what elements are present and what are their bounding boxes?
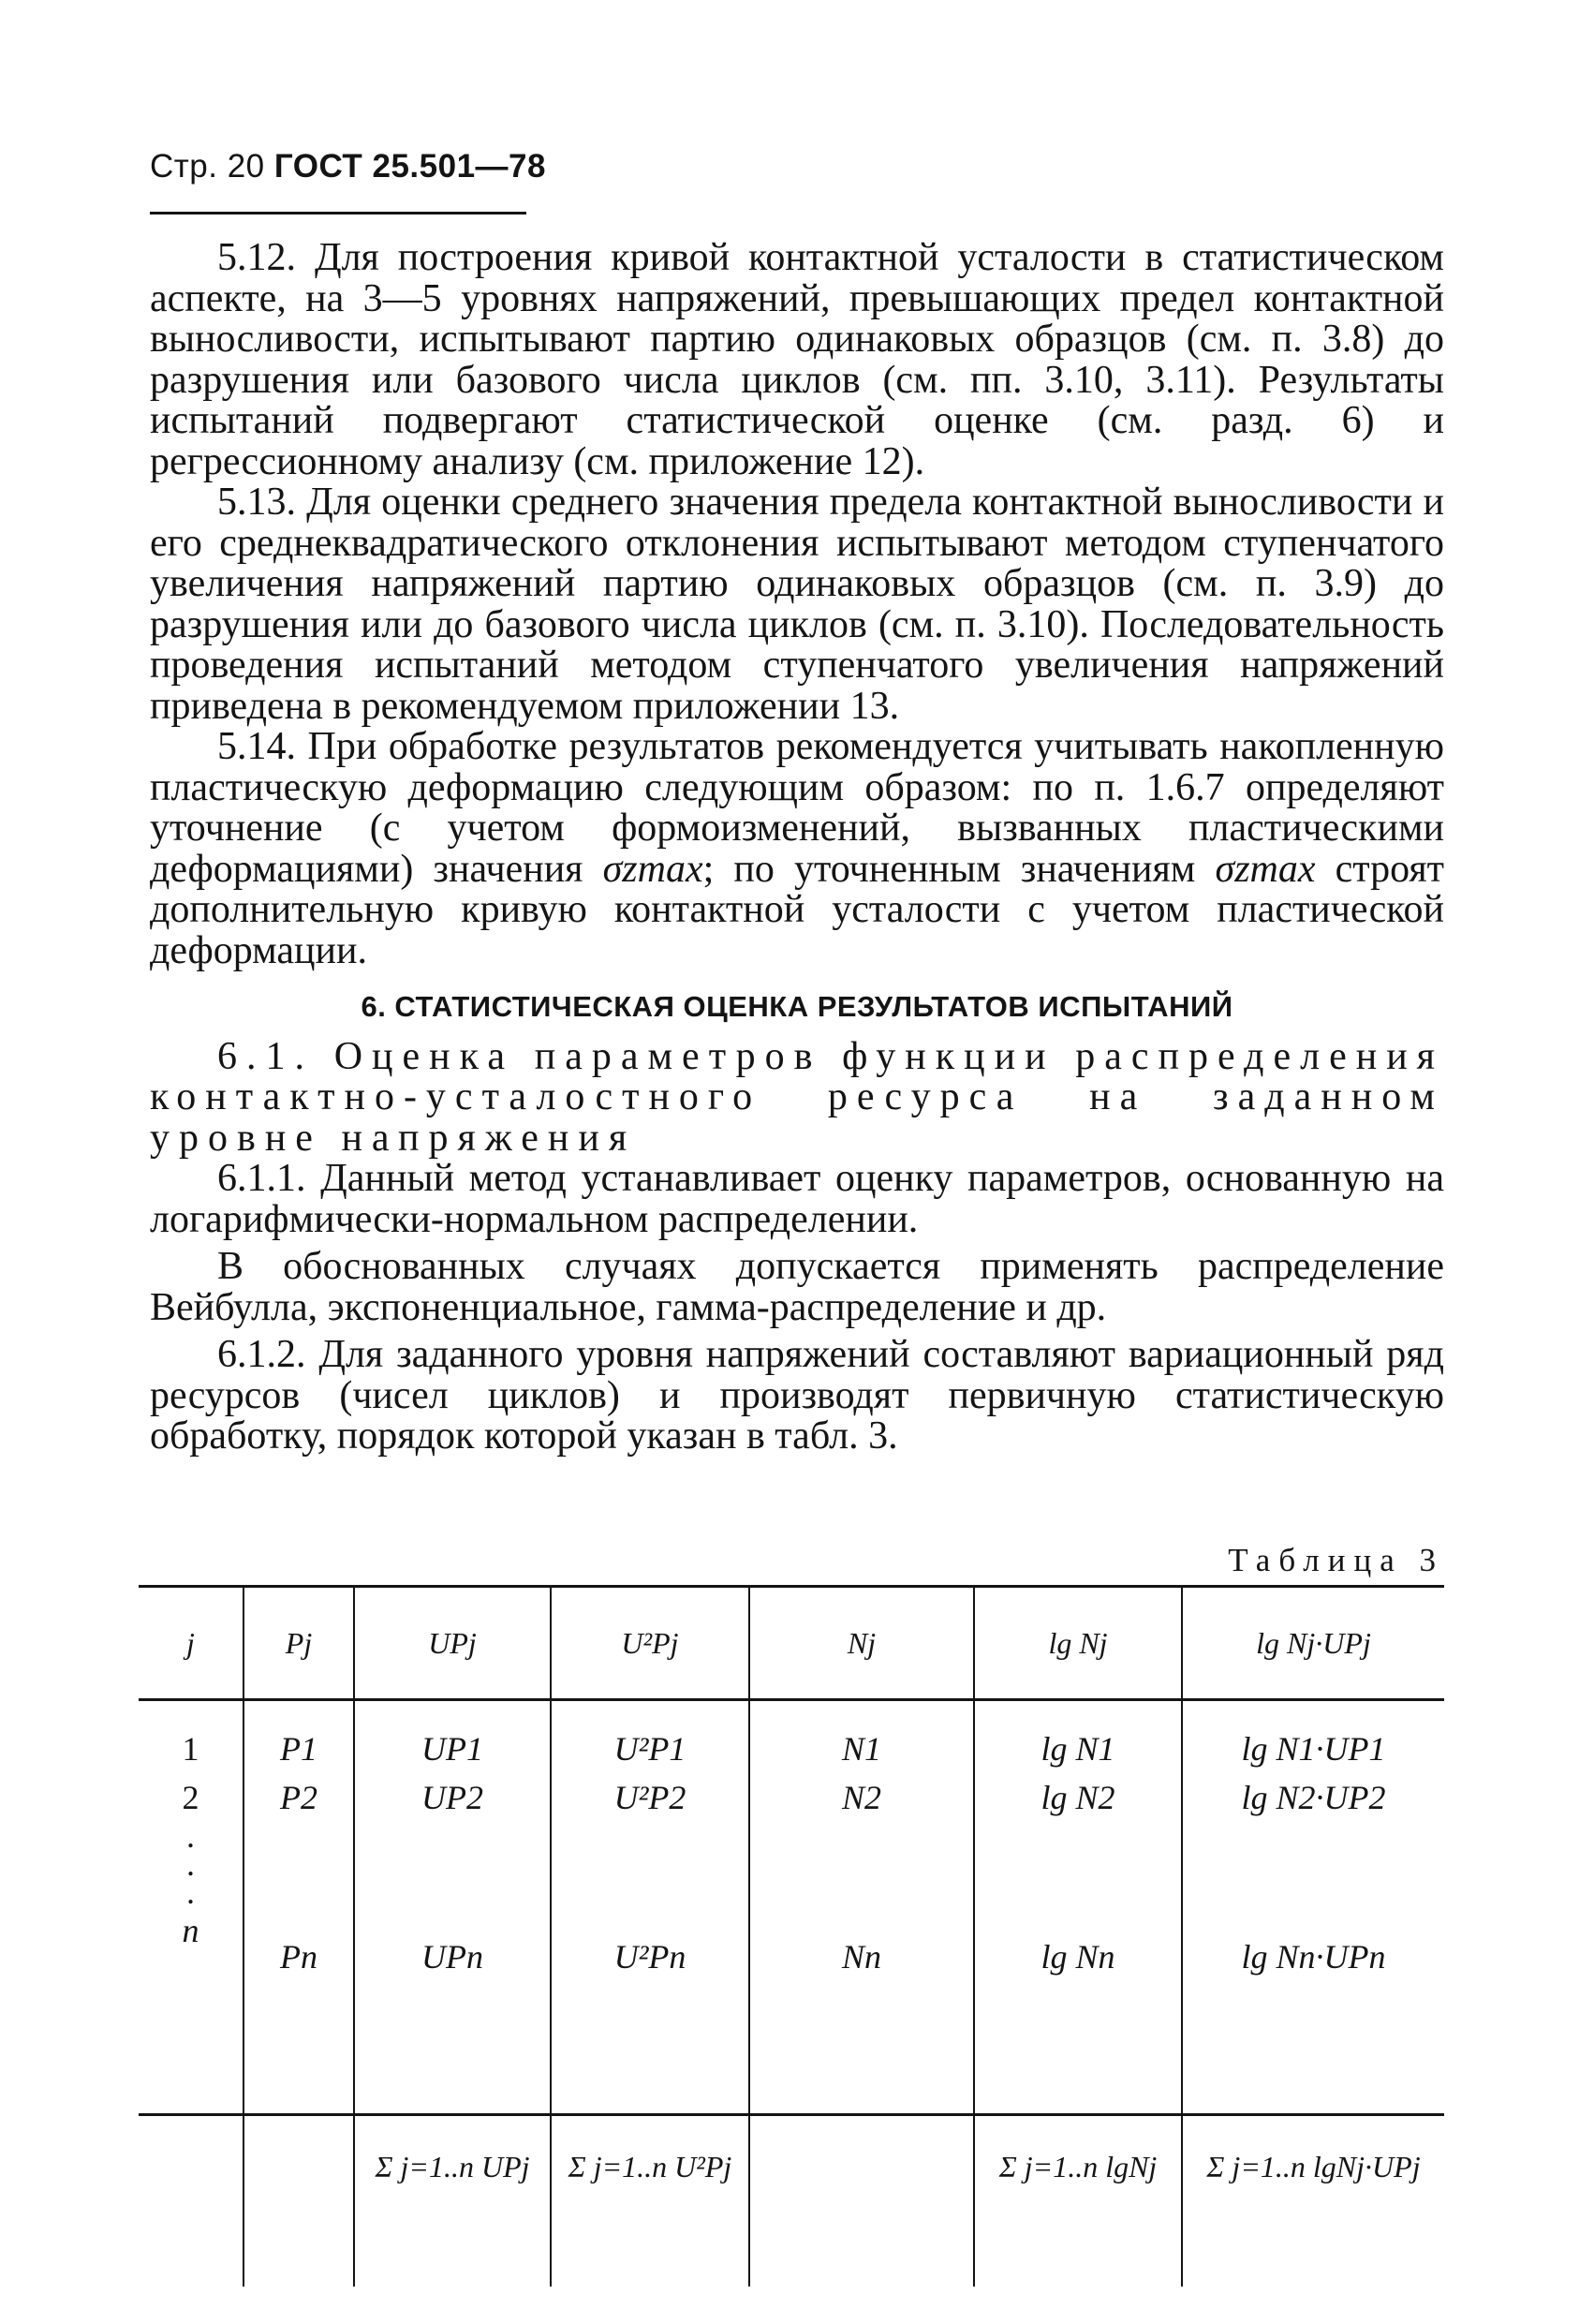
paragraph-5-14-part-b: ; по уточненным значениям <box>702 847 1196 891</box>
header-p: Pj <box>244 1587 354 1700</box>
j-dot-1: . <box>186 1817 195 1855</box>
table-caption: Таблица 3 <box>1228 1542 1444 1578</box>
n-2: N2 <box>841 1779 881 1816</box>
sigma-zmax-symbol: σzmax <box>602 847 703 891</box>
p-2: P2 <box>280 1779 317 1816</box>
paragraph-6-1-2: 6.1.2. Для заданного уровня напряжений составляют вариационный ряд ресурсов (чисел циклов) и производят первичную статистическую обработку, порядок которой указан в табл. 3. <box>150 1333 1444 1458</box>
u-1: UP1 <box>421 1730 483 1768</box>
paragraph-5-14 <box>150 727 1444 971</box>
cell-p <box>244 1700 354 2115</box>
lgnu-1: lg N1·UP1 <box>1241 1730 1386 1768</box>
paragraph-6-1: 6.1. Оценка параметров функции распределения контактно-усталостного ресурса на заданном уровне напряжения <box>150 1034 1444 1160</box>
paragraph-5-12: 5.12. Для построения кривой контактной усталости в статистическом аспекте, на 3—5 уровнях напряжений, превышающих предел контактной выносливости, испытывают партию одинаковых образцов (см. п. 3.8) до разрушения или базового числа циклов (см. пп. 3.10, 3.11). Результаты испытаний подвергают статистической оценке (см. разд. 6) и регрессионному анализу (см. приложение 12). <box>150 236 1444 483</box>
table-header-row <box>139 1587 1444 1700</box>
table-3 <box>139 1585 1444 2287</box>
table-data-row <box>139 1700 1444 2115</box>
j-dot-3: . <box>186 1873 195 1911</box>
sum-empty-p <box>244 2115 354 2287</box>
header-lgn: lg Nj <box>974 1587 1182 1700</box>
lgn-1: lg N1 <box>1041 1730 1115 1768</box>
u-2: UP2 <box>421 1779 483 1816</box>
lgn-n: lg Nn <box>1041 1938 1115 1976</box>
page-header <box>150 148 546 185</box>
cell-lgn <box>974 1700 1182 2115</box>
doc-code: ГОСТ 25.501—78 <box>273 148 546 185</box>
paragraph-5-14-part-c: строят дополнительную кривую контактной усталости с учетом пластической деформации. <box>150 847 1444 972</box>
lgn-2: lg N2 <box>1041 1779 1115 1816</box>
n-n: Nn <box>841 1938 881 1976</box>
paragraph-6-1-1: 6.1.1. Данный метод устанавливает оценку параметров, основанную на логарифмически-нормальном распределении. <box>150 1157 1444 1241</box>
j-1: 1 <box>182 1730 199 1768</box>
paragraph-5-14-part-a: 5.14. При обработке результатов рекомендуется учитывать накопленную пластическую деформацию следующим образом: по п. 1.6.7 определяют уточнение (с учетом формоизменений, вызванных пластическими деформациями) значения <box>150 725 1444 891</box>
sum-empty-j <box>139 2115 244 2287</box>
j-2: 2 <box>182 1779 199 1816</box>
j-n: n <box>182 1912 199 1949</box>
cell-u <box>354 1700 551 2115</box>
page-label: Стр. 20 <box>150 148 265 185</box>
lgnu-n: lg Nn·UPn <box>1241 1938 1386 1976</box>
header-rule <box>150 212 526 215</box>
header-n: Nj <box>749 1587 974 1700</box>
header-u: UPj <box>354 1587 551 1700</box>
paragraph-5-13: 5.13. Для оценки среднего значения предела контактной выносливости и его среднеквадратического отклонения испытывают методом ступенчатого увеличения напряжений партию одинаковых образцов (см. п. 3.9) до разрушения или до базового числа циклов (см. п. 3.10). Последовательность проведения испытаний методом ступенчатого увеличения напряжений приведена в рекомендуемом приложении 13. <box>150 481 1444 728</box>
cell-j <box>139 1700 244 2115</box>
body-text <box>150 238 1444 1458</box>
u2-n: U²Pn <box>613 1938 686 1976</box>
j-dot-2: . <box>186 1845 195 1883</box>
sum-lgn: Σ j=1..n lgNj <box>974 2115 1182 2287</box>
lgnu-2: lg N2·UP2 <box>1241 1779 1386 1816</box>
header-u2: U²Pj <box>551 1587 749 1700</box>
sum-lgnu: Σ j=1..n lgNj·UPj <box>1182 2115 1444 2287</box>
u2-2: U²P2 <box>613 1779 686 1816</box>
n-1: N1 <box>841 1730 881 1768</box>
header-lgnu: lg Nj·UPj <box>1182 1587 1444 1700</box>
paragraph-6-1-1-b: В обоснованных случаях допускается применять распределение Вейбулла, экспоненциальное, гамма-распределение и др. <box>150 1245 1444 1329</box>
cell-n <box>749 1700 974 2115</box>
sum-u: Σ j=1..n UPj <box>354 2115 551 2287</box>
p-1: P1 <box>280 1730 317 1768</box>
section-6-title: 6. СТАТИСТИЧЕСКАЯ ОЦЕНКА РЕЗУЛЬТАТОВ ИСПЫТАНИЙ <box>361 990 1233 1023</box>
u2-1: U²P1 <box>613 1730 686 1768</box>
cell-lgnu <box>1182 1700 1444 2115</box>
header-j: j <box>139 1587 244 1700</box>
sum-empty-n <box>749 2115 974 2287</box>
cell-u2 <box>551 1700 749 2115</box>
u-n: UPn <box>421 1938 483 1976</box>
table-sum-row <box>139 2115 1444 2287</box>
p-n: Pn <box>280 1938 317 1976</box>
sigma-zmax-symbol-2: σzmax <box>1215 847 1316 891</box>
sum-u2: Σ j=1..n U²Pj <box>551 2115 749 2287</box>
